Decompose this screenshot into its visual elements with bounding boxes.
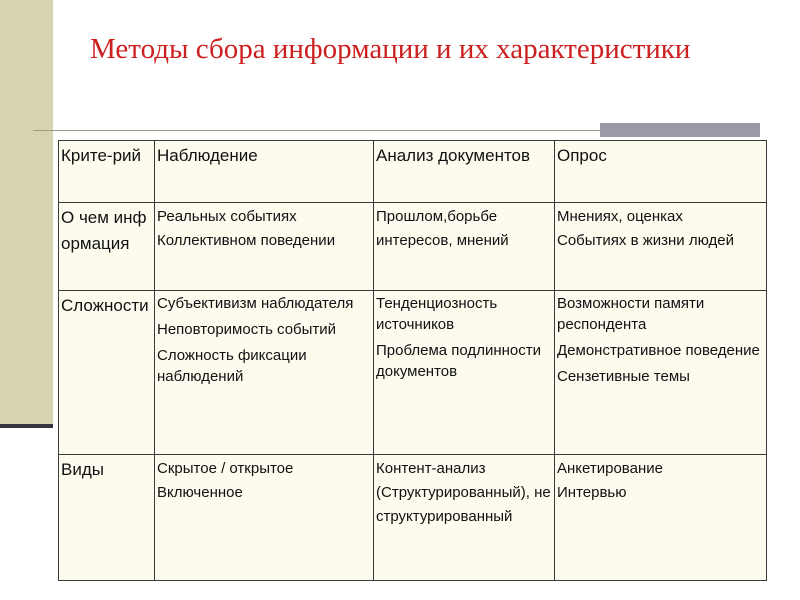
list-item: Прошлом,борьбе интересов, мнений — [376, 208, 509, 249]
table-row — [59, 203, 767, 291]
methods-table — [58, 140, 767, 581]
list-item: Интервью — [557, 484, 627, 501]
list-item: Возможности памяти респондента — [557, 295, 705, 333]
cell-survey — [555, 203, 767, 291]
list-item: Демонстративное поведение — [557, 342, 760, 359]
header-criterion: Крите-рий — [59, 141, 155, 203]
header-survey: Опрос — [555, 141, 767, 203]
table-header-row — [59, 141, 767, 203]
list-item: Субъективизм наблюдателя — [157, 295, 354, 312]
list-item: Сензетивные темы — [557, 368, 690, 385]
list-item: Включенное — [157, 484, 243, 501]
slide-title: Методы сбора информации и их характеристики — [90, 33, 691, 65]
cell-survey — [555, 291, 767, 455]
list-item: Коллективном поведении — [157, 232, 336, 249]
row-label: Сложности — [59, 291, 155, 455]
table-row — [59, 455, 767, 581]
list-item: Скрытое / открытое — [157, 460, 294, 477]
list-item: Реальных событиях — [157, 208, 297, 225]
header-observation: Наблюдение — [155, 141, 374, 203]
list-item: (Структурированный), неструктурированный — [376, 484, 551, 525]
cell-observation — [155, 291, 374, 455]
list-item: Проблема подлинности документов — [376, 342, 541, 380]
list-item: Тенденциозность источников — [376, 295, 498, 333]
row-label: О чем информация — [59, 203, 155, 291]
cell-documents — [374, 203, 555, 291]
cell-observation — [155, 455, 374, 581]
list-item: Сложность фиксации наблюдений — [157, 347, 307, 385]
side-decor-line — [0, 424, 53, 428]
list-item: Контент-анализ — [376, 460, 486, 477]
side-decor-band — [0, 0, 53, 428]
cell-survey — [555, 455, 767, 581]
cell-documents — [374, 455, 555, 581]
table-row — [59, 291, 767, 455]
cell-observation — [155, 203, 374, 291]
list-item: Анкетирование — [557, 460, 663, 477]
row-label: Виды — [59, 455, 155, 581]
cell-documents — [374, 291, 555, 455]
list-item: Событиях в жизни людей — [557, 232, 734, 249]
list-item: Неповторимость событий — [157, 321, 337, 338]
header-documents: Анализ документов — [374, 141, 555, 203]
list-item: Мнениях, оценках — [557, 208, 683, 225]
divider-accent-block — [600, 123, 760, 137]
